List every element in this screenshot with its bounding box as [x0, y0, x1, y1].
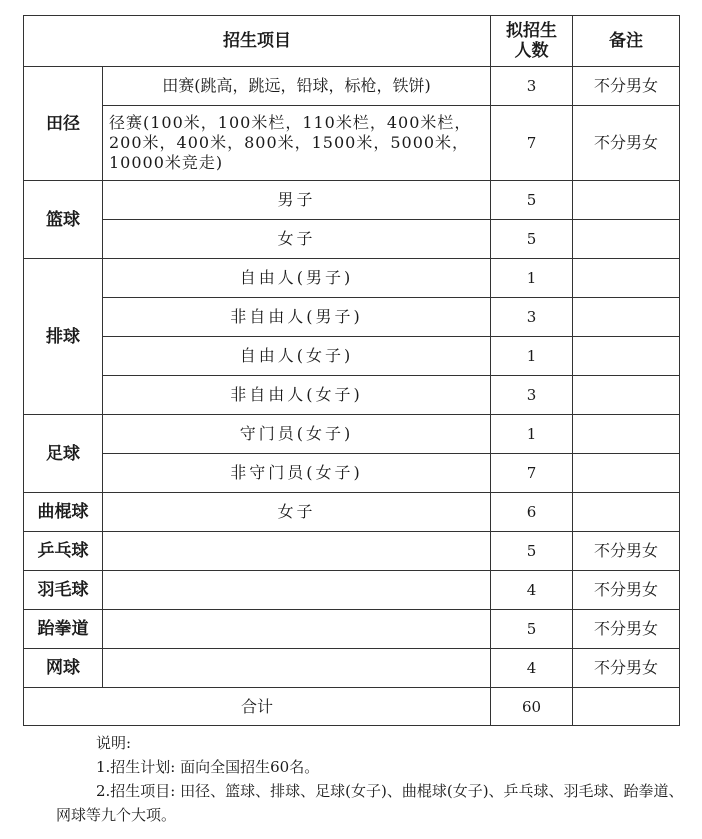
table-row: [24, 376, 680, 415]
total-remark: [573, 688, 680, 726]
count-cell: 3: [491, 298, 573, 337]
remark-cell: 不分男女: [573, 106, 680, 181]
table-row: [24, 649, 680, 688]
header-count-line2: 人数: [514, 41, 549, 61]
table-row: [24, 337, 680, 376]
count-cell: 4: [491, 649, 573, 688]
header-count: [491, 16, 573, 67]
table-row: [24, 259, 680, 298]
item-cell: 径赛(100米，100米栏，110米栏，400米栏，200米，400米，800米，1500米，5000米，10000米竞走): [103, 106, 491, 181]
remark-cell: [573, 415, 680, 454]
table-row: [24, 220, 680, 259]
count-cell: 3: [491, 376, 573, 415]
remark-cell: 不分男女: [573, 67, 680, 106]
item-cell: 男子: [103, 181, 491, 220]
item-cell: 田赛(跳高，跳远，铅球，标枪，铁饼): [103, 67, 491, 106]
item-cell: [103, 532, 491, 571]
count-cell: 4: [491, 571, 573, 610]
remark-cell: [573, 181, 680, 220]
table-row: [24, 454, 680, 493]
notes-section: [56, 731, 686, 827]
count-cell: 7: [491, 454, 573, 493]
recruitment-table: [23, 15, 680, 726]
notes-line-2: [56, 779, 686, 827]
sport-quguenqiu: 曲棍球: [24, 493, 103, 532]
total-count: 60: [491, 688, 573, 726]
total-row: [24, 688, 680, 726]
remark-cell: [573, 220, 680, 259]
count-cell: 1: [491, 337, 573, 376]
count-cell: 6: [491, 493, 573, 532]
table-row: [24, 571, 680, 610]
count-cell: 1: [491, 415, 573, 454]
header-project: 招生项目: [24, 16, 491, 67]
table-row: [24, 610, 680, 649]
count-cell: 1: [491, 259, 573, 298]
remark-cell: [573, 259, 680, 298]
header-remark: 备注: [573, 16, 680, 67]
item-cell: 自由人(男子): [103, 259, 491, 298]
sport-zuqiu: 足球: [24, 415, 103, 493]
table-row: [24, 493, 680, 532]
item-cell: 非自由人(女子): [103, 376, 491, 415]
table-row: [24, 106, 680, 181]
item-cell: 女子: [103, 220, 491, 259]
item-cell: [103, 610, 491, 649]
total-label: 合计: [24, 688, 491, 726]
item-cell: 女子: [103, 493, 491, 532]
count-cell: 5: [491, 181, 573, 220]
header-row: [24, 16, 680, 67]
count-cell: 7: [491, 106, 573, 181]
count-cell: 5: [491, 220, 573, 259]
table-row: [24, 181, 680, 220]
remark-cell: [573, 298, 680, 337]
table-row: [24, 298, 680, 337]
notes-line-1: 1.招生计划: 面向全国招生60名。: [96, 758, 320, 776]
notes-line-2-text: 2.招生项目: 田径、篮球、排球、足球(女子)、曲棍球(女子)、乒乓球、羽毛球、跆拳道、网球等九个大项。: [56, 782, 684, 824]
item-cell: 自由人(女子): [103, 337, 491, 376]
remark-cell: 不分男女: [573, 649, 680, 688]
remark-cell: 不分男女: [573, 571, 680, 610]
sport-wangqiu: 网球: [24, 649, 103, 688]
count-cell: 3: [491, 67, 573, 106]
remark-cell: [573, 337, 680, 376]
remark-cell: 不分男女: [573, 532, 680, 571]
item-cell: 非守门员(女子): [103, 454, 491, 493]
remark-cell: [573, 376, 680, 415]
item-cell: 守门员(女子): [103, 415, 491, 454]
item-cell: 非自由人(男子): [103, 298, 491, 337]
table-row: [24, 532, 680, 571]
sport-lanqiu: 篮球: [24, 181, 103, 259]
sport-yumaoqiu: 羽毛球: [24, 571, 103, 610]
notes-title: 说明:: [96, 734, 132, 752]
count-cell: 5: [491, 532, 573, 571]
remark-cell: [573, 493, 680, 532]
item-cell: [103, 571, 491, 610]
sport-paiqiu: 排球: [24, 259, 103, 415]
item-cell: [103, 649, 491, 688]
header-count-line1: 拟招生: [506, 21, 557, 41]
sport-pingpang: 乒乓球: [24, 532, 103, 571]
sport-tianjing: 田径: [24, 67, 103, 181]
table-row: [24, 415, 680, 454]
remark-cell: 不分男女: [573, 610, 680, 649]
sport-taiquandao: 跆拳道: [24, 610, 103, 649]
table-row: [24, 67, 680, 106]
remark-cell: [573, 454, 680, 493]
count-cell: 5: [491, 610, 573, 649]
